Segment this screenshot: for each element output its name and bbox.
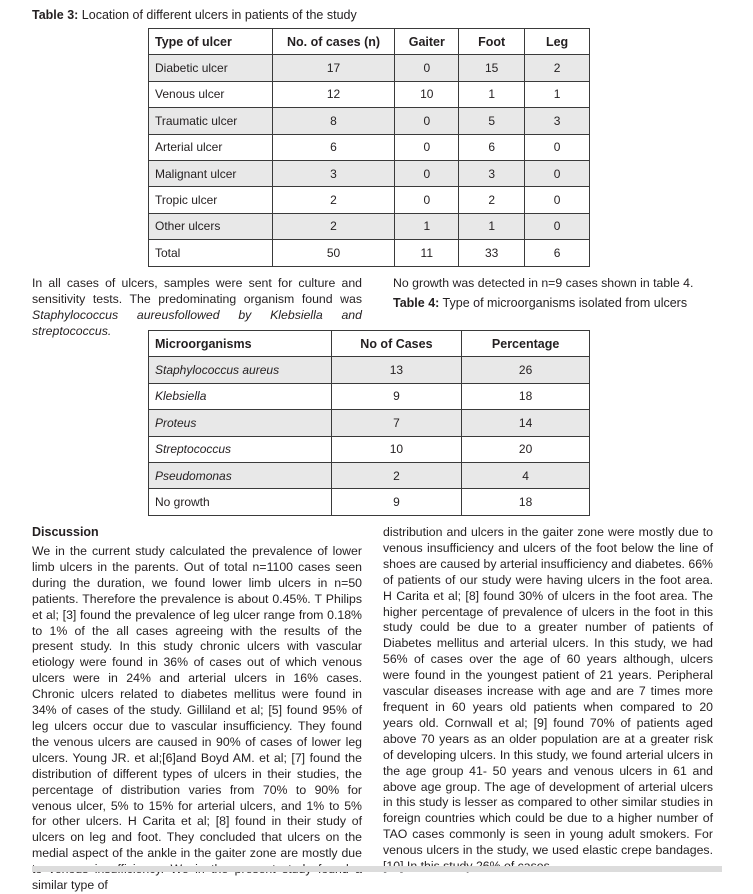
- intro-left-text: In all cases of ulcers, samples were sent for culture and sensitivity tests. The predominating organism found was: [32, 276, 362, 306]
- table3-cell: 3: [525, 108, 590, 134]
- table4-cell: 13: [331, 357, 462, 383]
- table-row: [149, 462, 590, 488]
- table3-cell: Other ulcers: [149, 213, 273, 239]
- table3-cell: 6: [525, 240, 590, 266]
- table3-cell: 0: [395, 187, 459, 213]
- table3-cell: 15: [459, 55, 525, 81]
- table3-cell: 0: [395, 108, 459, 134]
- table-row: [149, 357, 590, 383]
- table4-cell: 14: [462, 410, 590, 436]
- table-row: [149, 240, 590, 266]
- table4-cell: Proteus: [149, 410, 332, 436]
- table3-cell: 17: [272, 55, 395, 81]
- intro-right-paragraph: No growth was detected in n=9 cases shown in table 4.: [393, 276, 694, 290]
- table3-header: Type of ulcer: [149, 29, 273, 55]
- table-row: [149, 108, 590, 134]
- table3-cell: 5: [459, 108, 525, 134]
- discussion-right-column: distribution and ulcers in the gaiter zone were mostly due to venous insufficiency and ulcers of the foot below the line of shoes are caused by arterial insufficiency and diabetes. 66% of patients of our study were having ulcers in the foot area. H Carita et al; [8] found 30% of ulcers in the foot area. The higher percentage of prevalence of ulcers in the foot in this study could be due to a greater number of patients of Diabetes mellitus and arterial ulcers. In this study, we had 56% of cases over the age of 60 years although, ulcers were found in the youngest patient of 21 years. Peripheral vascular diseases increase with age and are 7 times more frequent in 60 years old patients when compared to 20 years old. Cornwall et al; [9] found 70% of patients aged above 70 years as an older population are at a greater risk of developing ulcers. In this study, we found arterial ulcers in the age group 41- 50 years and venous ulcers in 61 and above age group. The age of development of arterial ulcers in this study is lesser as compared to other similar studies in foreign countries which could be due to a higher number of TAO cases commonly is seen in young adult smokers. For venous ulcers in the study, we used elastic crepe bandages.: [383, 525, 713, 858]
- table3-cell: Traumatic ulcer: [149, 108, 273, 134]
- table-row: [149, 383, 590, 409]
- table3-cell: 0: [525, 134, 590, 160]
- table3-cell: 1: [525, 81, 590, 107]
- table3-caption-text: Location of different ulcers in patients of the study: [78, 8, 357, 22]
- table4-cell: 20: [462, 436, 590, 462]
- table3-cell: 0: [395, 55, 459, 81]
- page-footer-bar: [32, 866, 722, 872]
- table3-cell: Venous ulcer: [149, 81, 273, 107]
- table4-cell: 4: [462, 462, 590, 488]
- table3-header: Foot: [459, 29, 525, 55]
- table3-caption-label: Table 3:: [32, 8, 79, 22]
- table3-cell: 10: [395, 81, 459, 107]
- table4-caption-text: Type of microorganisms isolated from ulcers: [439, 296, 688, 310]
- table3-cell: Tropic ulcer: [149, 187, 273, 213]
- table4-cell: 26: [462, 357, 590, 383]
- table3-cell: Diabetic ulcer: [149, 55, 273, 81]
- table3-cell: 2: [459, 187, 525, 213]
- table3-header: No. of cases (n): [272, 29, 395, 55]
- table3-cell: 0: [395, 160, 459, 186]
- discussion-left-column: We in the current study calculated the prevalence of lower limb ulcers in the parents. Out of total n=1100 cases seen during the duration, we found lower limb ulcers in n=50 patients. Therefore the prevalence is about 0.45%. T Philips et al; [3] found the prevalence of leg ulcer range from 0.18% to 1% of the all cases agreeing with the results of the present study. In this study chronic ulcers with vascular etiology were found in 36% of cases out of which venous ulcers were in 24% and arterial ulcers in 16% cases. Chronic ulcers related to diabetes mellitus were found in 34% of cases of the study. Gilliland et al; [5] found 95% of leg ulcers occur due to vascular insufficiency. They found the venous ulcers are caused in 90% of cases of lower leg ulcers. Young JR. et al;[6]and Boyd AM. et al; [7] found the distribution of different types of ulcers in their studies, the percentage of distribution varies from 70% to 90% for venous ulcer, 5% to 15% for arterial ulcers, and 1% to 5% for other ulcers. H Carita et al; [8] found in their study of ulcers on leg and foot. They concluded that ulcers on the medial aspect of the ankle in the gaiter zone are mostly due similar type of: [32, 544, 362, 893]
- table3-cell: 3: [459, 160, 525, 186]
- table3-cell: 1: [395, 213, 459, 239]
- table3-caption: [32, 8, 357, 23]
- discussion-heading: Discussion: [32, 525, 99, 539]
- table3-cell: 0: [395, 134, 459, 160]
- table4-cell: Staphylococcus aureus: [149, 357, 332, 383]
- table3-cell: 0: [525, 187, 590, 213]
- table3-cell: 12: [272, 81, 395, 107]
- intro-left-italic: Staphylococcus aureusfollowed by Klebsiella and streptococcus.: [32, 307, 362, 338]
- table3-cell: Total: [149, 240, 273, 266]
- table4-cell: 7: [331, 410, 462, 436]
- table4-cell: 18: [462, 383, 590, 409]
- table3-cell: 2: [272, 213, 395, 239]
- table3-cell: 0: [525, 160, 590, 186]
- table4-cell: 9: [331, 489, 462, 515]
- table-row: [149, 489, 590, 515]
- table3-cell: 8: [272, 108, 395, 134]
- table4-cell: 10: [331, 436, 462, 462]
- table-row: [149, 134, 590, 160]
- table3-cell: 0: [525, 213, 590, 239]
- table3-cell: 2: [272, 187, 395, 213]
- table3-cell: 33: [459, 240, 525, 266]
- table4-cell: 2: [331, 462, 462, 488]
- table3-cell: 50: [272, 240, 395, 266]
- table-row: [149, 81, 590, 107]
- table4-header: No of Cases: [331, 331, 462, 357]
- table3-cell: Arterial ulcer: [149, 134, 273, 160]
- table4-cell: Klebsiella: [149, 383, 332, 409]
- table3-header: Gaiter: [395, 29, 459, 55]
- table4-cell: Streptococcus: [149, 436, 332, 462]
- table-row: [149, 410, 590, 436]
- table3-cell: 6: [459, 134, 525, 160]
- table4-caption-label: Table 4:: [393, 296, 440, 310]
- table4-header: Microorganisms: [149, 331, 332, 357]
- table3-cell: 11: [395, 240, 459, 266]
- table4-cell: 18: [462, 489, 590, 515]
- table4-caption: [393, 296, 687, 311]
- table3-cell: 3: [272, 160, 395, 186]
- table3-cell: 2: [525, 55, 590, 81]
- table4-header: Percentage: [462, 331, 590, 357]
- table-row: [149, 187, 590, 213]
- table-row: [149, 55, 590, 81]
- table-row: [149, 436, 590, 462]
- table3-header: Leg: [525, 29, 590, 55]
- table4-cell: No growth: [149, 489, 332, 515]
- table-row: [149, 213, 590, 239]
- table4: [148, 330, 590, 516]
- table3-cell: 6: [272, 134, 395, 160]
- table-row: [149, 160, 590, 186]
- table3-cell: Malignant ulcer: [149, 160, 273, 186]
- table3: [148, 28, 590, 267]
- table3-cell: 1: [459, 213, 525, 239]
- table3-cell: 1: [459, 81, 525, 107]
- table4-cell: 9: [331, 383, 462, 409]
- table4-cell: Pseudomonas: [149, 462, 332, 488]
